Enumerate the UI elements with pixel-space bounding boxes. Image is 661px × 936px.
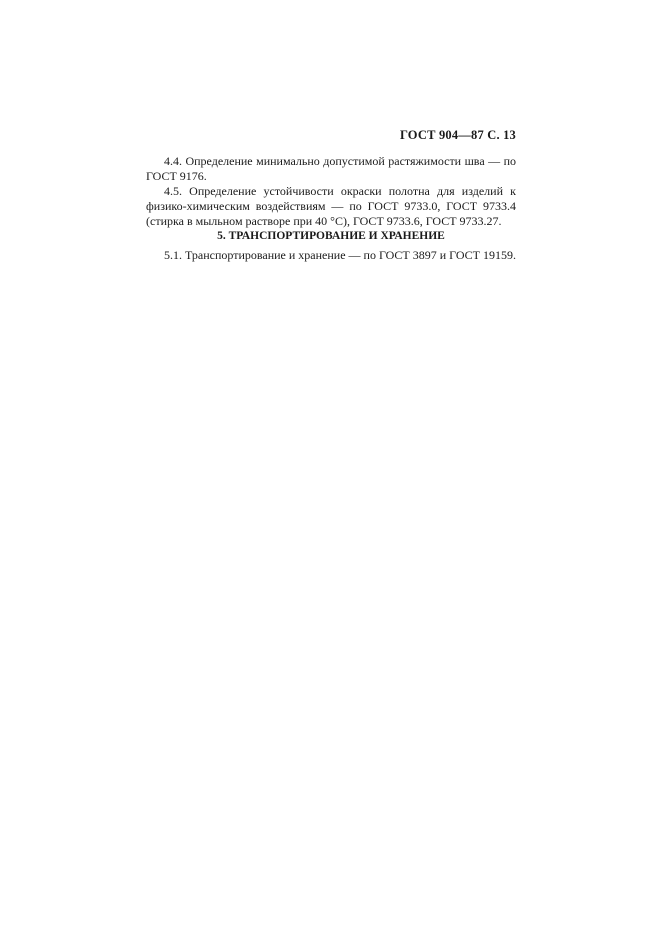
paragraph-4-4: 4.4. Определение минимально допустимой растяжимости шва — по ГОСТ 9176.: [146, 154, 516, 183]
paragraph-4-5: 4.5. Определение устойчивости окраски полотна для изделий к физико-химическим воздействиям — по ГОСТ 9733.0, ГОСТ 9733.4 (стирка в мыльном растворе при 40 °С), ГОСТ 9733.6, ГОСТ 9733.27.: [146, 184, 516, 228]
paragraph-5-1: 5.1. Транспортирование и хранение — по ГОСТ 3897 и ГОСТ 19159.: [164, 248, 516, 262]
page-header: ГОСТ 904—87 С. 13: [399, 128, 516, 142]
section-5-title: 5. ТРАНСПОРТИРОВАНИЕ И ХРАНЕНИЕ: [217, 230, 445, 242]
section-4-text: [146, 154, 516, 229]
section-5-text: [146, 248, 516, 263]
